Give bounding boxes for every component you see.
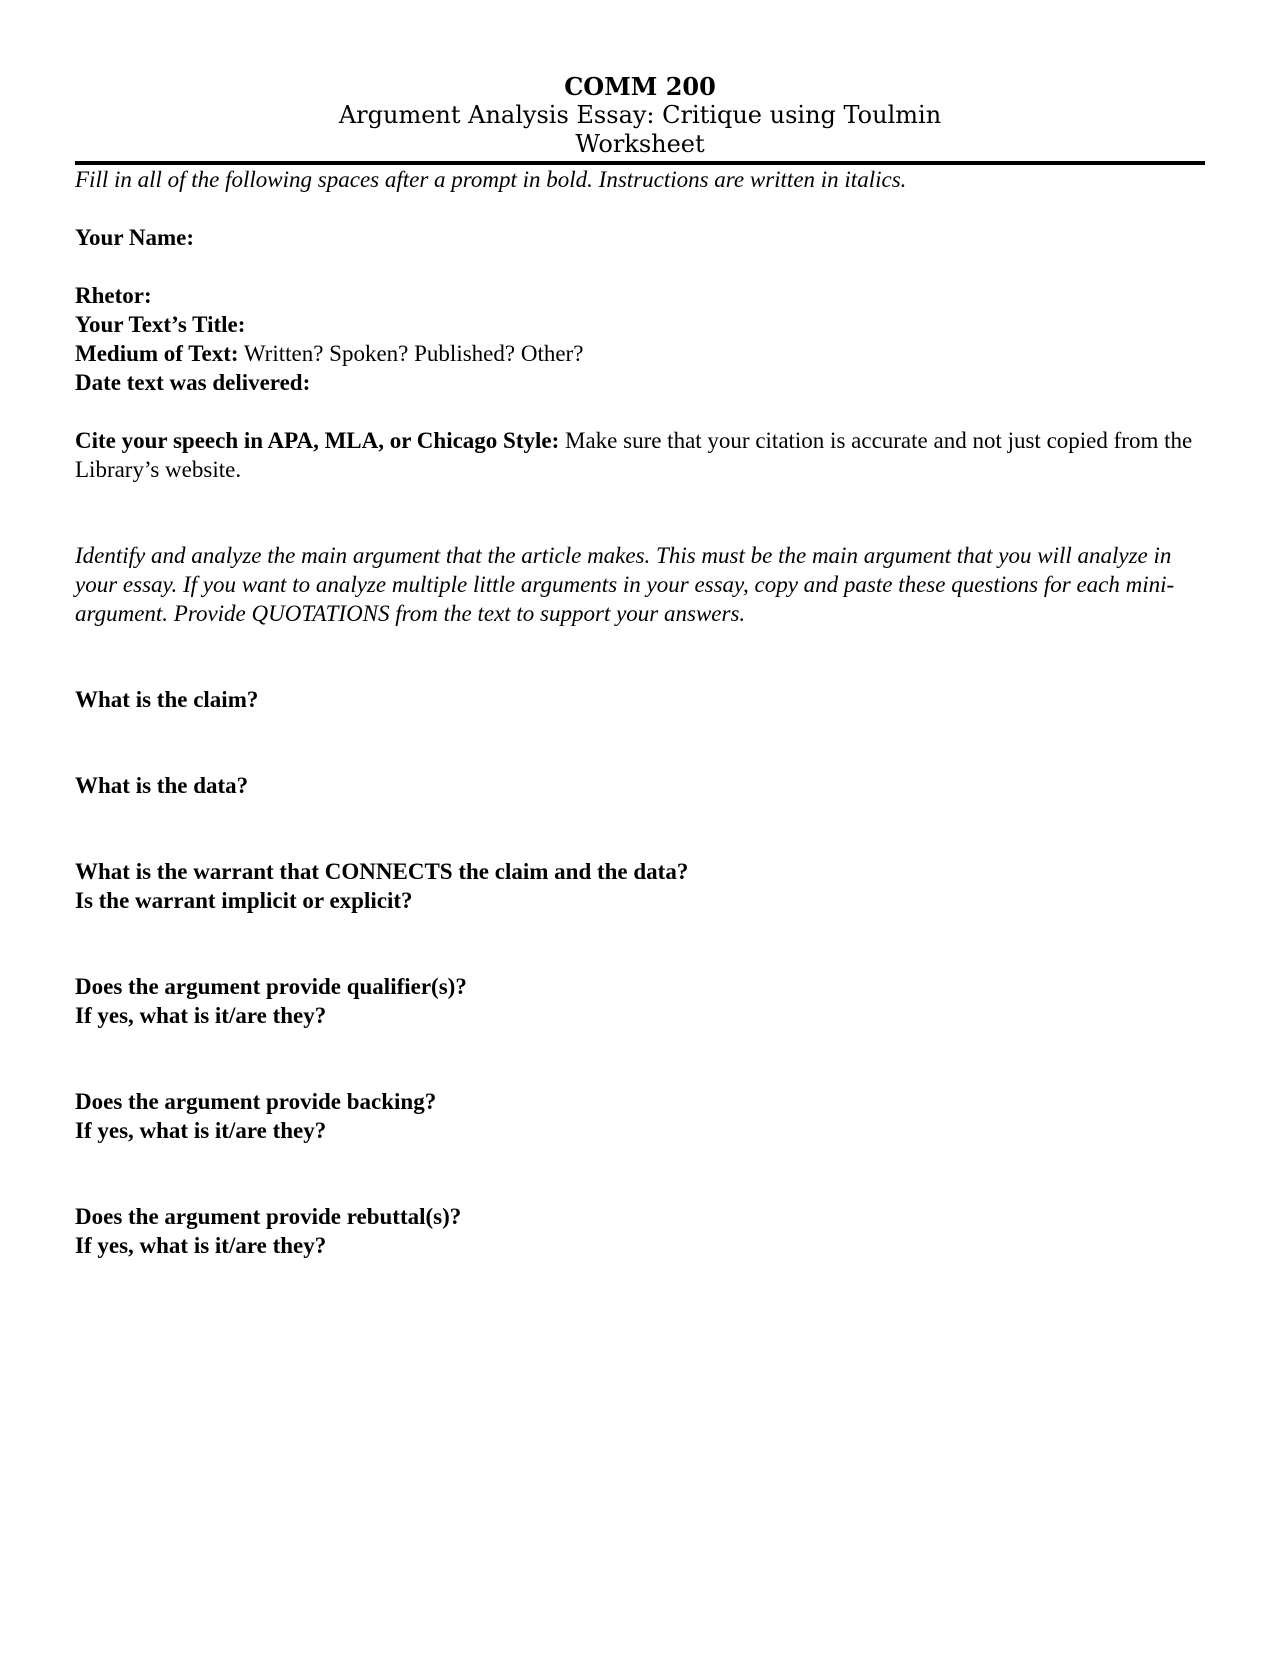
medium-label: Medium of Text: [75, 341, 239, 366]
warrant-question: What is the warrant that CONNECTS the claim and the data? [75, 859, 689, 884]
backing-followup: If yes, what is it/are they? [75, 1118, 327, 1143]
assignment-title: Argument Analysis Essay: Critique using Toulmin [338, 101, 942, 129]
fill-in-instructions: Fill in all of the following spaces after a prompt in bold. Instructions are written in italics. [75, 167, 907, 192]
citation-instruction: Make sure that your citation is accurate and not just copied from the Library’s website. [75, 428, 1193, 482]
medium-options: Written? Spoken? Published? Other? [238, 341, 584, 366]
data-question: What is the data? [75, 773, 249, 798]
warrant-type-question: Is the warrant implicit or explicit? [75, 888, 413, 913]
your-name-prompt: Your Name: [75, 225, 195, 250]
medium-prompt [75, 339, 1205, 368]
course-title: COMM 200 [564, 72, 716, 101]
citation-prompt [75, 426, 1205, 484]
qualifier-followup: If yes, what is it/are they? [75, 1003, 327, 1028]
assignment-subtitle: Worksheet [575, 130, 705, 158]
qualifier-question: Does the argument provide qualifier(s)? [75, 974, 467, 999]
analysis-instructions: Identify and analyze the main argument that the article makes. This must be the main argument that you will analyze in your essay. If you want to analyze multiple little arguments in your essay, copy and paste these questions for each mini-argument. Provide QUOTATIONS from the text to support your answers. [75, 543, 1175, 626]
rebuttal-followup: If yes, what is it/are they? [75, 1233, 327, 1258]
claim-question: What is the claim? [75, 687, 259, 712]
backing-question: Does the argument provide backing? [75, 1089, 437, 1114]
rhetor-prompt: Rhetor: [75, 283, 152, 308]
citation-label: Cite your speech in APA, MLA, or Chicago Style: [75, 428, 560, 453]
rebuttal-question: Does the argument provide rebuttal(s)? [75, 1204, 462, 1229]
document-header [75, 72, 1205, 159]
date-delivered-prompt: Date text was delivered: [75, 370, 311, 395]
text-title-prompt: Your Text’s Title: [75, 312, 246, 337]
worksheet-page [75, 72, 1205, 1260]
